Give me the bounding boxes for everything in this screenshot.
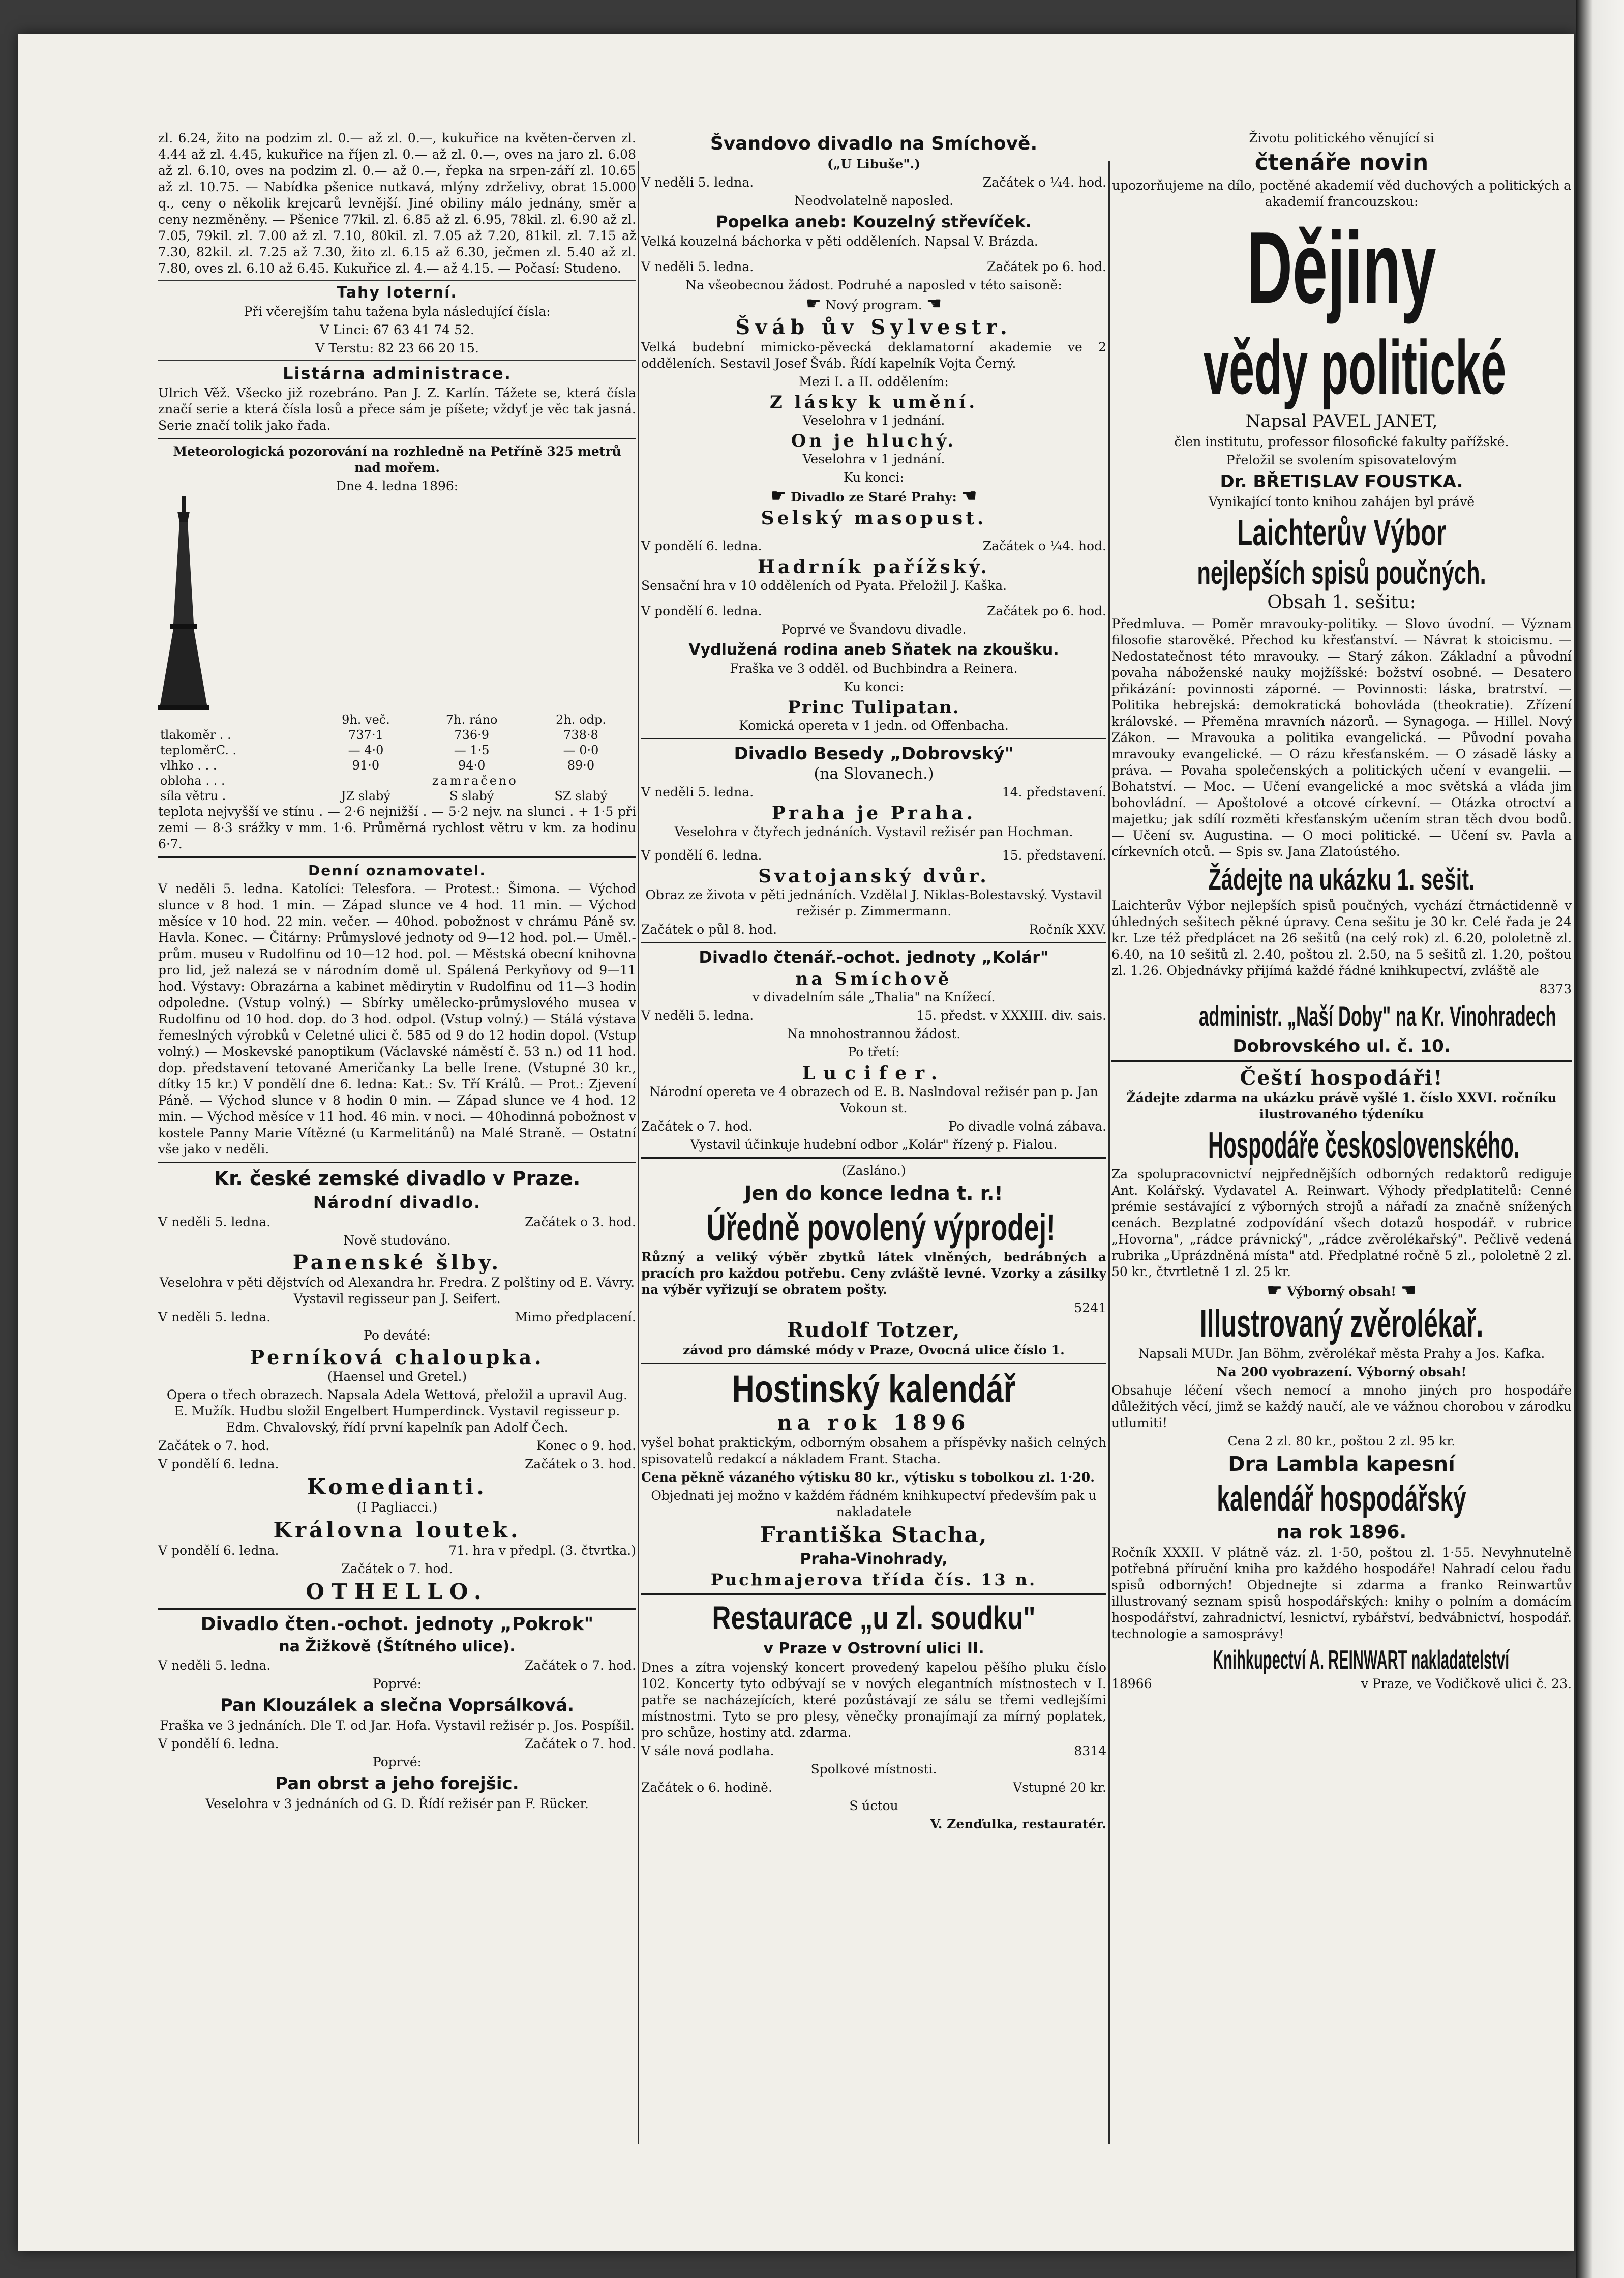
restaurant-number: 8314 <box>1074 1743 1106 1758</box>
listing-note: Poprvé ve Švandovu divadle. <box>781 622 967 637</box>
column-2 <box>641 130 1106 2190</box>
sale-headline-2: Úředně povolený výprodej! <box>706 1206 1056 1249</box>
play-title: Pan Klouzálek a slečna Voprsálková. <box>220 1695 575 1715</box>
meteo-date: Dne 4. ledna 1896: <box>336 479 459 493</box>
sale-firm: Rudolf Totzer, <box>787 1318 961 1342</box>
janet-intro: upozorňujeme na dílo, poctěné akademií věd duchových a politických a akademií francouzskou: <box>1111 178 1572 209</box>
kolar-title: Divadlo čtenář.-ochot. jednoty „Kolár" <box>699 948 1049 967</box>
admin-text: Ulrich Věž. Všecko již rozebráno. Pan J. Z. Karlín. Tážete se, která čísla značí serie a která čísla losů a přece sám je píšete; vždyť je věc tak jasná. Serie značí tolik jako řada. <box>158 386 636 433</box>
lambl-firm: Knihkupectví A. REINWART nakladatelství <box>1213 1645 1510 1675</box>
meteo-label: teploměrC. . <box>160 743 237 757</box>
vet-text: Obsahuje léčení všech nemocí a mnoho jiných pro hospodáře důležitých věcí, jimž se každý naučí, ale ve vážnou chorobou v zárodku utlumiti! <box>1111 1383 1572 1430</box>
listing-note: Mezi I. a II. oddělením: <box>799 374 949 389</box>
farm-free <box>1111 1282 1572 1300</box>
meteo-value: 736·9 <box>454 728 490 742</box>
lambl-address: v Praze, ve Vodičkově ulici č. 23. <box>1361 1676 1572 1691</box>
play-title: Lucifer. <box>802 1062 946 1084</box>
daily-title: Denní oznamovatel. <box>308 862 486 879</box>
market-report: zl. 6.24, žito na podzim zl. 0.— až zl. 0.—, kukuřice na květen-červen zl. 4.44 až zl. 4.45, kukuřice na říjen zl. 0.— až zl. 0.—, oves na jaro zl. 6.08 až zl. 6.10, oves na podzim zl. 0.— až 0.—, řepka na srpen-září zl. 10.65 až zl. 10.75. — Nabídka pšenice nutkavá, mlýny zdrželivy, obrat 15.000 q., ceny o několik krejcarů levnější. Jiné obiliny málo jednány, směr a ceny nezměněny. — Pšenice 77kil. zl. 6.85 až zl. 6.95, 78kil. zl. 6.90 až zl. 7.05, 79kil. zl. 7.00 až zl. 7.10, 80kil. zl. 7.05 až 7.20, 81kil. zl. 7.15 až 7.30, 82kil. zl. 7.25 až 7.30, žito zl. 6.15 až 6.30, ječmen zl. 5.40 až zl. 7.80, oves zl. 6.10 až 6.45. Kukuřice zl. 4.— až 4.15. — Počasí: Studeno. <box>158 131 636 276</box>
play-title: Komedianti. <box>307 1474 487 1499</box>
listing-extra: Mimo předplacení. <box>515 1310 636 1324</box>
janet-number: 8373 <box>1539 982 1572 996</box>
listing-note: Ku konci: <box>844 679 904 694</box>
meteo-head: 7h. ráno <box>445 713 498 727</box>
listing-row <box>641 603 1106 619</box>
play-desc: Fraška ve 3 odděl. od Buchbindra a Reinera. <box>730 661 1018 676</box>
vet-headline: Illustrovaný zvěrolékař. <box>1199 1302 1484 1345</box>
janet-series-title: Laichterův Výbor <box>1237 513 1447 553</box>
petrin-tower-icon <box>158 496 209 710</box>
listing-row <box>158 1438 636 1454</box>
listing-row <box>641 1780 1106 1796</box>
listing-date: V pondělí 6. ledna. <box>158 1543 279 1558</box>
restaurant-rooms: Spolkové místnosti. <box>810 1762 937 1777</box>
meteo-head: 9h. več. <box>342 713 390 727</box>
divider <box>158 1162 636 1163</box>
play-orig: (I Pagliacci.) <box>356 1500 438 1515</box>
farm-free-label: Výborný obsah! <box>1286 1284 1397 1299</box>
listing-date: V pondělí 6. ledna. <box>641 539 762 553</box>
listing-row <box>641 784 1106 801</box>
pointing-hand-icon: ☛ <box>1267 1280 1283 1300</box>
play-desc: Veselohra v 1 jednání. <box>802 413 945 428</box>
farm-title: Čeští hospodáři! <box>1240 1066 1443 1090</box>
janet-contents-title: Obsah 1. sešitu: <box>1267 592 1416 613</box>
calendar-firm: Františka Stacha, <box>760 1522 988 1547</box>
listing-year: Ročník XXV. <box>1029 922 1106 937</box>
pokrok-subtitle: na Žižkově (Štítného ulice). <box>279 1638 516 1655</box>
play-title: Hadrník pařížský. <box>758 556 990 578</box>
janet-admin-address: Dobrovského ul. č. 10. <box>1232 1036 1451 1056</box>
janet-offer: Laichterův Výbor nejlepších spisů poučných, vychází čtrnáctidenně v úhledných sešitech pěkné úpravy. Cena sešitu je 30 kr. Celé řada je 24 kr. Lze též předplácet na 26 sešitů (na celý rok) zl. 6.20, pololetně zl. 6.40, na 10 sešitů zl. 2.40, poštou zl. 2.50, na 5 sešitů zl. 1.20, poštou zl. 1.26. Objednávky přijímá každé řádné knihkupectví, zvláště ale <box>1111 898 1572 978</box>
listing-date: V neděli 5. ledna. <box>641 1008 754 1023</box>
lambl-headline: kalendář hospodářský <box>1217 1478 1466 1518</box>
listing-note: Na mnohostrannou žádost. <box>787 1026 961 1041</box>
national-theatre-ad <box>158 1167 636 1604</box>
calendar-headline: Hostinský kalendář <box>732 1368 1016 1411</box>
banner-label: Divadlo ze Staré Prahy: <box>791 490 957 505</box>
play-desc: Národní opereta ve 4 obrazech od E. B. Naslndoval režisér pan p. Jan Vokoun st. <box>649 1084 1098 1115</box>
daily-text: V neděli 5. ledna. Katolíci: Telesfora. — Protest.: Šimona. — Východ slunce v 8 hod. 1 min. — Západ slunce ve 4 hod. 11 min. — Východ měsíce v 10 hod. 22 min. večer. — 40hod. pobožnost v chrámu Páně sv. Havla. Konec. — Čitárny: Průmyslové jednoty od 9—12 hod. pol.— Uměl.-prům. museu v Rudolfinu od 10—12 hod. pol. — Městská obecní knihovna pro lid, jež nalezá se v národním domě ul. Spálená Perkyňovy od 9—11 hod. Výstavy: Obrazárna a kabinet mědirytin v Rudolfinu od 11—3 hodin odpoledne. (Vstup volný.) — Sbírky umělecko-průmyslového musea v Rudolfinu od 10 hod. dop. do 3 hod. odpol. (Vstup volný.) — Stálá výstava řemeslných výrobků v Celetné ulici č. 585 od 9 do 12 hodin dopol. (Vstup volný.) — Moskevské panoptikum (Václavské náměstí č. 53 n.) od 11 hod. dop. představení tetované Američanky La belle Irene. (Vstupné 30 kr., dítky 15 kr.) V pondělí dne 6. ledna: Kat.: Sv. Tří Králů. — Prot.: Zjevení Páně. — Východ slunce v 8 hodin 0 min. — Západ slunce ve 4 hod. 12 min. — Východ měsíce v 11 hod. 46 min. v noci. — 40hodinná pobožnost v kostele Panny Marie Vítězné (u Karmelitánů) na Malé Straně. — Ostatní vše jako v neděli. <box>158 881 636 1157</box>
listing-row <box>641 847 1106 864</box>
meteo-temperature: teplota nejvyšší ve stínu . — 2·6 nejnižší . — 5·2 nejv. na slunci . + 1·5 při zemi — 8·3 srážky v mm. 1·6. Průměrná rychlost větru v km. za hodinu 6·7. <box>158 804 636 851</box>
meteo-label: vlhko . . . <box>160 758 217 773</box>
column-3 <box>1111 130 1572 2190</box>
janet-headline-2: vědy politické <box>1204 324 1507 410</box>
janet-translator: Dr. BŘETISLAV FOUSTKA. <box>1220 471 1463 492</box>
column-rule-1 <box>638 161 639 2144</box>
play-title: Praha je Praha. <box>771 803 976 824</box>
calendar-text: vyšel bohat praktickým, odborným obsahem a příspěvky našich celných spisovatelů redakcí a nákladem Frant. Stacha. <box>641 1435 1106 1466</box>
play-title: Perníková chaloupka. <box>250 1346 545 1369</box>
listing-row <box>641 922 1106 938</box>
play-title: Z lásky k umění. <box>769 392 978 412</box>
sale-headline: Jen do konce ledna t. r.! <box>744 1182 1003 1204</box>
pokrok-title: Divadlo čten.-ochot. jednoty „Pokrok" <box>200 1614 594 1635</box>
farm-headline: Hospodáře československého. <box>1208 1125 1520 1166</box>
listing-start: Začátek o 7. hod. <box>524 1658 636 1673</box>
kolar-location: v divadelním sále „Thalia" na Knížecí. <box>752 990 996 1004</box>
listing-date: V neděli 5. ledna. <box>158 1310 271 1324</box>
play-title: Vydlužená rodina aneb Sňatek na zkoušku. <box>688 641 1059 659</box>
meteo-title: Meteorologická pozorování na rozhledně na Petříně 325 metrů nad mořem. <box>173 444 621 475</box>
meteo-label: tlakoměr . . <box>160 728 231 742</box>
listing-date: V pondělí 6. ledna. <box>158 1736 279 1751</box>
listing-row <box>641 174 1106 191</box>
kolar-theatre-ad <box>641 948 1106 1153</box>
listing-row <box>641 1008 1106 1024</box>
smichov-theatre-ad <box>641 133 1106 734</box>
play-title: Šváb ův Sylvestr. <box>735 315 1012 339</box>
calendar-year: na rok 1896 <box>777 1411 971 1435</box>
farm-text: Žádejte zdarma na ukázku právě vyšlé 1. číslo XXVI. ročníku ilustrovaného týdeníku <box>1126 1090 1557 1121</box>
janet-series-subtitle: nejlepších spisů poučných. <box>1197 554 1486 591</box>
listing-note: Poprvé: <box>372 1676 422 1691</box>
calendar-order: Objednati jej možno v každém řádném knihkupectví především pak u nakladatele <box>651 1488 1097 1519</box>
play-title: Selský masopust. <box>761 508 987 529</box>
divider <box>641 1593 1106 1595</box>
divider <box>158 438 636 439</box>
restaurant-owner: V. Zenďulka, restauratér. <box>930 1817 1106 1831</box>
play-title: Královna loutek. <box>273 1518 521 1543</box>
play-title: Pan obrst a jeho forejšic. <box>275 1773 519 1794</box>
smichov-title: Švandovo divadlo na Smíchově. <box>710 133 1038 154</box>
listing-row <box>158 1736 636 1752</box>
listing-end: Konec o 9. hod. <box>536 1438 636 1453</box>
beseda-subtitle: (na Slovanech.) <box>814 765 934 783</box>
divider <box>641 1363 1106 1364</box>
listing-after: Po divadle volná zábava. <box>948 1119 1106 1134</box>
janet-translation: Přeložil se svolením spisovatelovým <box>1226 453 1457 467</box>
meteo-head: 2h. odp. <box>556 713 606 727</box>
farm-text-2: Za spolupracovnictví nejpřednějších odborných redaktorů rediguje Ant. Kolářský. Vydavatel A. Reinwart. Výhody předplatitelů: Cenné prémie sestávající z výborných strojů a nářadí za značně snížených cenách. Bezplatné zodpovídání všech dotazů hospodář. v rubrice „Hovorna", „rádce právnický", „rádce zvěrolékařský". Pečlivě vedená rubrika „Uprázdněná místa" atd. Předplatné ročně 5 zl., pololetně 2 zl. 50 kr., čtvrtletně 1 zl. 25 kr. <box>1111 1167 1572 1279</box>
meteo-value: 91·0 <box>352 758 380 773</box>
listing-note: Poprvé: <box>372 1755 422 1769</box>
lottery-intro: Při včerejším tahu tažena byla následující čísla: <box>244 304 551 319</box>
calendar-city: Praha-Vinohrady, <box>800 1550 948 1568</box>
listing-note: Po deváté: <box>364 1328 431 1343</box>
vet-pictures: Na 200 vyobrazení. Výborný obsah! <box>1216 1365 1467 1379</box>
sale-number: 5241 <box>1074 1300 1106 1315</box>
listing-row <box>641 538 1106 554</box>
meteo-value: 89·0 <box>567 758 595 773</box>
listing-start: Začátek po 6. hod. <box>986 259 1106 274</box>
sale-text: Různý a veliký výběr zbytků látek vlněných, bedrábných a pracích pro každou potřebu. Ceny zvláště levné. Vzorky a zásilky na výběr vyřizují se obratem pošty. <box>641 1250 1106 1297</box>
play-desc: Vystavil účinkuje hudební odbor „Kolár" řízený p. Fialou. <box>690 1137 1058 1152</box>
calendar-price: Cena pěkně vázaného výtisku 80 kr., výtisku s tobolkou zl. 1·20. <box>641 1470 1095 1485</box>
scan-edge <box>1576 0 1624 2278</box>
janet-readers: čtenáře novin <box>1254 150 1429 175</box>
new-program <box>641 295 1106 313</box>
listing-date: V neděli 5. ledna. <box>641 785 754 800</box>
divider <box>1111 1060 1572 1062</box>
meteo-value: — 0·0 <box>563 743 599 757</box>
pointing-hand-icon: ☛ <box>770 486 787 506</box>
calendar-street: Puchmajerova třída čís. 13 n. <box>710 1570 1037 1589</box>
play-title: Panenské šlby. <box>292 1251 502 1275</box>
listing-date: V pondělí 6. ledna. <box>158 1457 279 1471</box>
pokrok-theatre-ad <box>158 1614 636 1812</box>
divider <box>158 856 636 858</box>
play-title: OTHELLO. <box>306 1579 489 1604</box>
listing-row <box>158 1214 636 1230</box>
janet-series: Vynikající tonto knihou zahájen byl právě <box>1208 494 1475 509</box>
play-orig: (Haensel und Gretel.) <box>327 1369 467 1384</box>
lambl-year: na rok 1896. <box>1276 1522 1407 1543</box>
janet-author: Napsal PAVEL JANET, <box>1245 411 1438 431</box>
restaurant-entry: Vstupné 20 kr. <box>1013 1780 1106 1795</box>
listing-date: V neděli 5. ledna. <box>641 259 754 274</box>
play-desc: Komická opereta v 1 jedn. od Offenbacha. <box>739 718 1009 733</box>
banner-line <box>641 488 1106 506</box>
listing-start: Začátek o 3. hod. <box>524 1215 636 1229</box>
pointing-hand-icon: ☛ <box>805 293 822 314</box>
divider <box>641 942 1106 943</box>
listing-num: 15. předst. v XXXIII. div. sais. <box>916 1008 1106 1023</box>
newspaper-page <box>18 34 1574 2251</box>
lambl-text: Ročník XXXII. V plátně váz. zl. 1·50, poštou zl. 1·55. Nevyhnutelně potřebná příruční kniha pro každého hospodáře! Nahradí celou řadu spisů odborných! Objednejte si zdarma a franko Reinwartův illustrovaný seznam spisů hospodářských: knihy o polním a domácím hospodářství, zahradnictví, lesnictví, rybářství, bedvábnictví, hospodář. technologie a samosprávy! <box>1111 1545 1572 1641</box>
play-desc: Velká budební mimicko-pěvecká deklamatorní akademie ve 2 odděleních. Sestavil Josef Šváb. Řídí kapelník Vojta Černý. <box>641 340 1106 371</box>
lottery-trieste: V Terstu: 82 23 66 20 15. <box>315 341 479 356</box>
new-program-label: Nový program. <box>825 298 922 312</box>
play-desc: Veselohra v 3 jednáních od G. D. Řídí režisér pan F. Rücker. <box>205 1796 589 1811</box>
listing-row <box>158 1456 636 1472</box>
meteo-value: — 4·0 <box>348 743 384 757</box>
janet-member: člen institutu, professor filosofické fakulty pařížské. <box>1174 434 1509 449</box>
column-rule-2 <box>1108 161 1110 2144</box>
restaurant-text: Dnes a zítra vojenský koncert provedený kapelou pěšího pluku číslo 102. Koncerty tyto odbývají se v nových elegantních místnostech v I. patře se nacházejících, které pozůstávají ze sálu se třemi vedlejšími místnostmi. Tyto se pro plesy, věnečky pronajímají za mírný poplatek, pro schůze, hostiny atd. zdarma. <box>641 1660 1106 1740</box>
listing-note: Ku konci: <box>844 470 904 485</box>
listing-num: 14. představení. <box>1002 785 1106 800</box>
lambl-title: Dra Lambla kapesní <box>1228 1453 1455 1476</box>
restaurant-hall: V sále nová podlaha. <box>641 1743 774 1758</box>
theatre-subtitle: Národní divadlo. <box>313 1193 482 1212</box>
listing-row <box>641 259 1106 275</box>
lottery-linz: V Linci: 67 63 41 74 52. <box>320 322 474 337</box>
meteo-label: síla větru . <box>160 789 226 803</box>
meteo-block <box>158 496 636 852</box>
janet-headline: Dějiny <box>1247 211 1436 324</box>
listing-start: Začátek o 7. hod. <box>524 1736 636 1751</box>
listing-row <box>158 1658 636 1674</box>
pointing-hand-icon: ☚ <box>1400 1280 1417 1300</box>
divider <box>641 738 1106 739</box>
listing-note: Nově studováno. <box>343 1233 451 1248</box>
listing-start: Začátek o 3. hod. <box>524 1457 636 1471</box>
meteo-wind: S slabý <box>449 789 494 803</box>
listing-note: Na všeobecnou žádost. Podruhé a naposled v této saisoně: <box>685 278 1062 292</box>
meteo-value: 737·1 <box>348 728 383 742</box>
play-desc: Veselohra v pěti dějstvích od Alexandra hr. Fredra. Z polštiny od E. Vávry. Vystavil regisseur pan J. Seifert. <box>159 1275 635 1306</box>
meteo-wind: JZ slabý <box>341 789 391 803</box>
listing-row <box>158 1543 636 1559</box>
meteo-value: 738·8 <box>563 728 598 742</box>
listing-start: Začátek o 7. hod. <box>641 1119 753 1134</box>
play-desc: Opera o třech obrazech. Napsala Adela Wettová, přeložil a upravil Aug. E. Mužík. Hudbu složil Engelbert Humperdinck. Vystavil regisseur p. Edm. Chvalovský, řídí první kapelník pan Adolf Čech. <box>166 1387 628 1435</box>
meteo-value: — 1·5 <box>454 743 490 757</box>
zaslano-label: (Zasláno.) <box>841 1163 906 1178</box>
farmer-ad <box>1111 1066 1572 1692</box>
listing-date: V neděli 5. ledna. <box>158 1658 271 1673</box>
pointing-hand-icon: ☚ <box>926 293 942 314</box>
janet-admin: administr. „Naší Doby" na Kr. Vinohradech <box>1198 1000 1556 1032</box>
play-desc: Veselohra v 1 jednání. <box>802 452 945 466</box>
divider <box>158 360 636 361</box>
lottery-title: Tahy loterní. <box>337 284 458 302</box>
play-title: Princ Tulipatan. <box>788 697 960 718</box>
vet-author: Napsali MUDr. Jan Böhm, zvěrolékař města Prahy a Jos. Kafka. <box>1138 1346 1545 1361</box>
play-title: Svatojanský dvůr. <box>758 866 989 887</box>
listing-date: V pondělí 6. ledna. <box>641 604 762 618</box>
listing-row <box>1111 1676 1572 1692</box>
listing-extra: 71. hra v předpl. (3. čtvrtka.) <box>448 1543 636 1558</box>
divider <box>158 280 636 281</box>
lambl-number: 18966 <box>1111 1676 1152 1691</box>
beseda-title: Divadlo Besedy „Dobrovský" <box>734 744 1014 764</box>
divider <box>641 1157 1106 1159</box>
listing-row <box>641 1743 1106 1759</box>
listing-row <box>641 1118 1106 1135</box>
listing-row <box>158 1309 636 1325</box>
restaurant-ad <box>641 1599 1106 1832</box>
theatre-title: Kr. české zemské divadlo v Praze. <box>214 1167 581 1190</box>
janet-request: Žádejte na ukázku 1. sešit. <box>1208 863 1475 896</box>
divider <box>158 1608 636 1610</box>
admin-title: Listárna administrace. <box>283 364 512 383</box>
play-desc: Sensační hra v 10 odděleních od Pyata. Přeložil J. Kaška. <box>641 578 1007 593</box>
listing-start: Začátek o půl 8. hod. <box>641 922 777 937</box>
vet-price: Cena 2 zl. 80 kr., poštou 2 zl. 95 kr. <box>1227 1434 1456 1448</box>
listing-note: Po třetí: <box>848 1045 900 1059</box>
janet-top: Životu politického věnující si <box>1249 131 1434 145</box>
beseda-theatre-ad <box>641 744 1106 938</box>
restaurant-address: v Praze v Ostrovní ulici II. <box>763 1640 984 1658</box>
listing-start: Začátek po 6. hod. <box>986 604 1106 618</box>
listing-start: Začátek o ¼4. hod. <box>982 539 1106 553</box>
meteo-sky: zamračeno <box>432 774 518 788</box>
play-desc: Velká kouzelná báchorka v pěti odděleních. Napsal V. Brázda. <box>641 234 1038 249</box>
play-desc: Veselohra v čtyřech jednáních. Vystavil režisér pan Hochman. <box>674 824 1073 839</box>
restaurant-signature: S úctou <box>849 1798 898 1813</box>
play-desc: Obraz ze života v pěti jednáních. Vzdělal J. Niklas-Bolestavský. Vystavil režisér p. Zimmermann. <box>645 887 1102 919</box>
listing-date: V neděli 5. ledna. <box>158 1215 271 1229</box>
listing-note: Neodvolatelně naposled. <box>794 193 954 208</box>
pointing-hand-icon: ☚ <box>961 486 977 506</box>
listing-start: Začátek o 7. hod. <box>158 1438 270 1453</box>
listing-start: Začátek o ¼4. hod. <box>982 175 1106 190</box>
janet-book-ad <box>1111 130 1572 1056</box>
meteo-table <box>158 712 636 804</box>
sale-ad <box>641 1182 1106 1358</box>
kolar-subtitle: na Smíchově <box>795 969 952 989</box>
play-desc: Fraška ve 3 jednáních. Dle T. od Jar. Hofa. Vystavil režisér p. Jos. Pospíšil. <box>160 1718 635 1733</box>
restaurant-headline: Restaurace „u zl. soudku" <box>712 1600 1036 1636</box>
listing-date: V neděli 5. ledna. <box>641 175 754 190</box>
meteo-wind: SZ slabý <box>554 789 608 803</box>
column-1 <box>158 130 636 2190</box>
meteo-value: 94·0 <box>458 758 486 773</box>
listing-date: V pondělí 6. ledna. <box>641 848 762 863</box>
sale-address: závod pro dámské módy v Praze, Ovocná ulice číslo 1. <box>683 1343 1065 1357</box>
play-title: On je hluchý. <box>791 431 957 451</box>
listing-num: 15. představení. <box>1002 848 1106 863</box>
meteo-label: obloha . . . <box>160 774 225 788</box>
play-title: Popelka aneb: Kouzelný střevíček. <box>716 212 1032 231</box>
calendar-ad <box>641 1368 1106 1589</box>
smichov-subtitle: („U Libuše".) <box>827 157 920 171</box>
restaurant-start: Začátek o 6. hodině. <box>641 1780 772 1795</box>
listing-start: Začátek o 7. hod. <box>341 1561 453 1576</box>
janet-contents: Předmluva. — Poměr mravouky-politiky. — Slovo úvodní. — Význam filosofie starověké. Přechod ku křesťanství. — Návrat k stoicismu. — Nedostatečnost této mravouky. — Starý zákon. Základní a původní povaha náboženské nauky mojžíšské: božství osobné. — Desatero přikázání: povinnosti záporné. — Povinnosti: láska, bratrství. — Politika hebrejská: demokratická bohovláda (theokratie). Zřízení královské. — Přeměna mravních názorů. — Synagoga. — Hillel. Nový Zákon. — Mravouka a politika evangelická. — Původní povaha mravouky evangelické. — O rázu křesťanském. — O zásadě lásky a práva. — Povaha společenských a politických učení v evangelii. — Bohatství. — Moc. — Učení evangelické a moc světská a vláda jim bohovládní. — Apoštolové a otcové církevní. — Otázka otroctví a majetku; jak sdílí rozměti křesťanským učením stran těch dvou bodů. — Učení sv. Augustina. — O moci politické. — Učení sv. Pavla a církevních otců. — Spis sv. Jana Zlatoústého. <box>1111 616 1572 859</box>
